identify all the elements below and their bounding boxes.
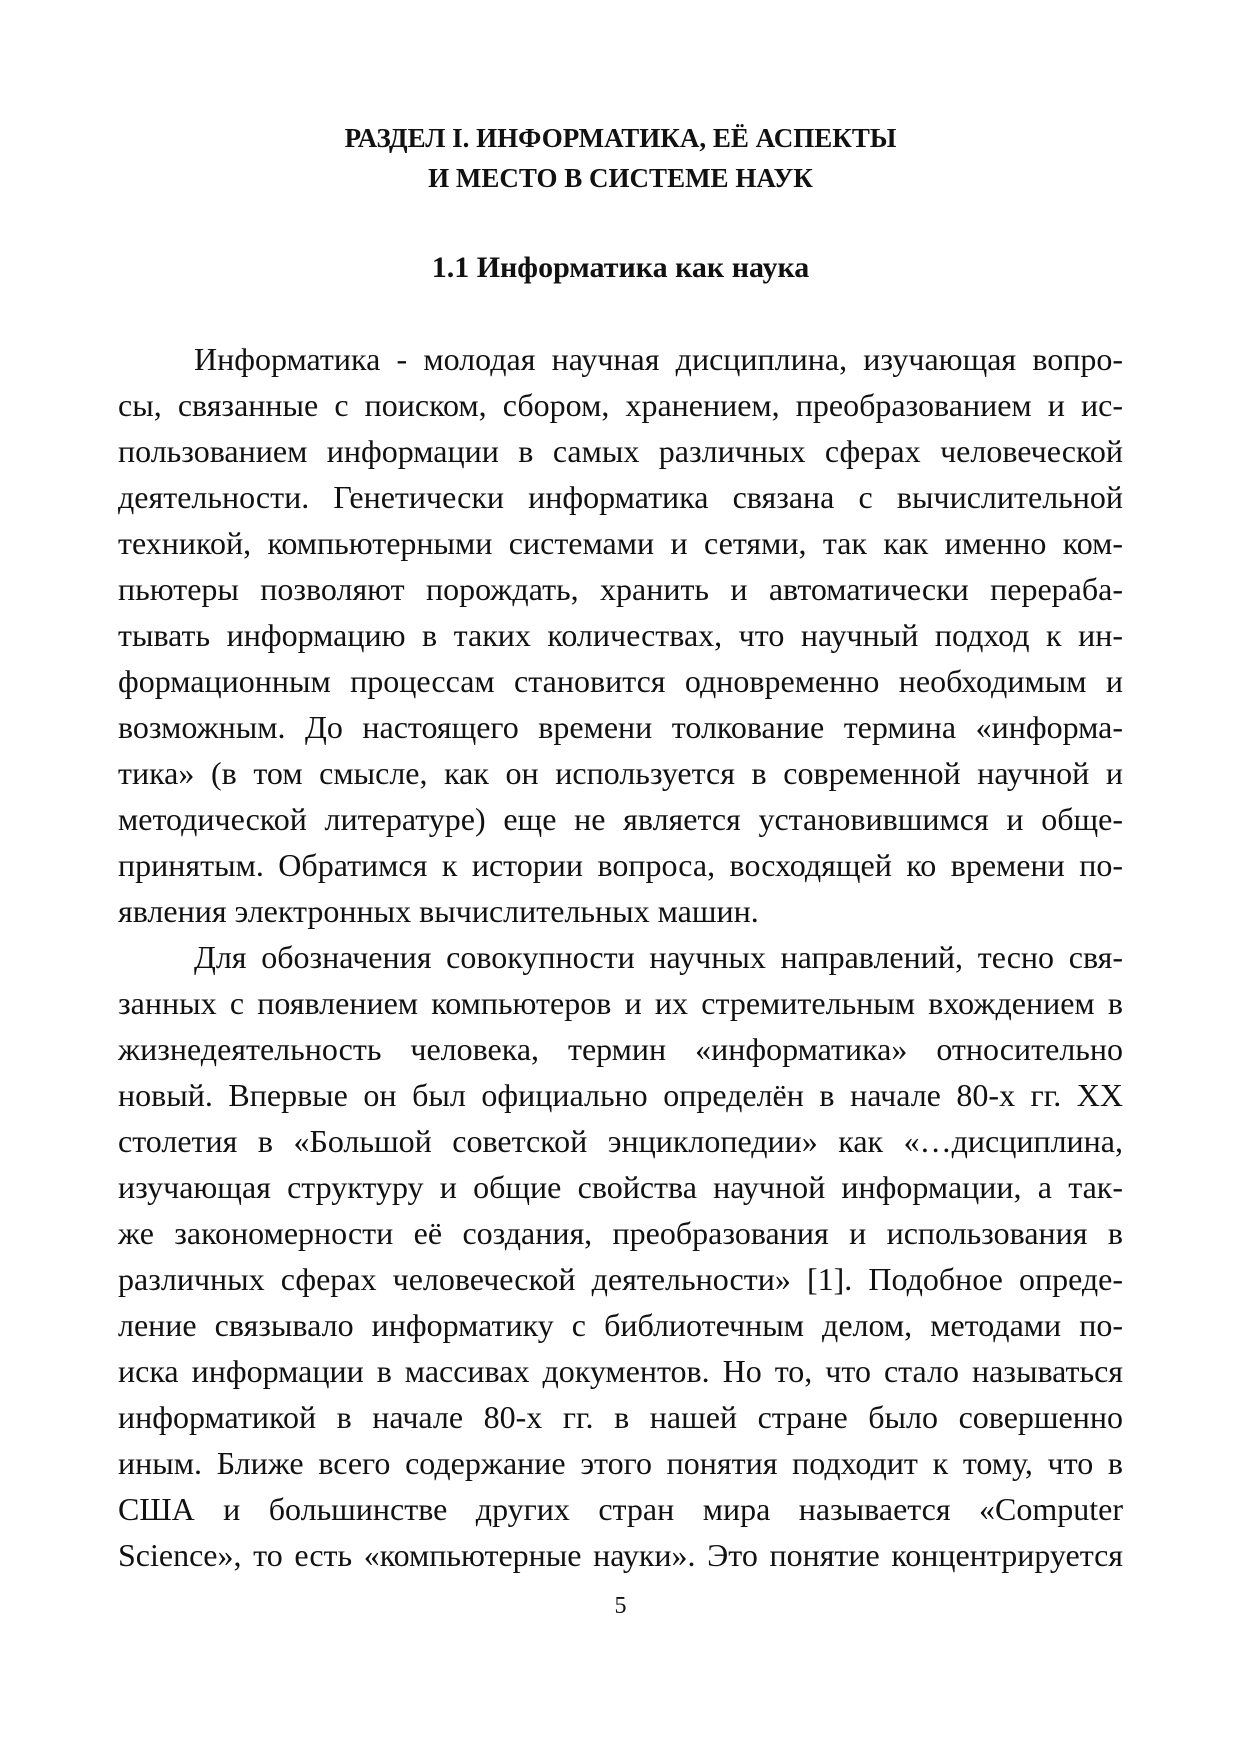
text-line: пьютеры позволяют порождать, хранить и автоматически перераба- [118,571,1123,607]
text-line: возможным. До настоящего времени толкование термина «информа- [118,709,1123,745]
text-line: Science», то есть «компьютерные науки». Это понятие концентрируется [118,1537,1123,1573]
text-line: занных с появлением компьютеров и их стремительным вхождением в [118,985,1123,1021]
text-line: тывать информацию в таких количествах, что научный подход к ин- [118,617,1123,653]
text-line: Информатика - молодая научная дисциплина, изучающая вопро- [194,341,1123,377]
text-line: техникой, компьютерными системами и сетями, так как именно ком- [118,525,1123,561]
text-line: деятельности. Генетически информатика связана с вычислительной [118,479,1123,515]
text-line: же закономерности её создания, преобразования и использования в [118,1215,1123,1251]
text-line: различных сферах человеческой деятельности» [1]. Подобное опреде- [118,1261,1123,1297]
text-line: ление связывало информатику с библиотечным делом, методами по- [118,1307,1123,1343]
text-line: методической литературе) еще не является установившимся и обще- [118,801,1123,837]
paragraph-2 [118,934,1123,1578]
text-line: США и большинстве других стран мира называется «Computer [118,1491,1123,1527]
part-title-line-2: И МЕСТО В СИСТЕМЕ НАУК [428,163,813,193]
text-line: принятым. Обратимся к истории вопроса, восходящей ко времени по- [118,847,1123,883]
part-title-line-1: РАЗДЕЛ I. ИНФОРМАТИКА, ЕЁ АСПЕКТЫ [344,123,897,153]
text-line: явления электронных вычислительных машин. [118,893,759,929]
text-line: новый. Впервые он был официально определён в начале 80-х гг. XX [118,1077,1123,1113]
text-line: изучающая структуру и общие свойства научной информации, а так- [118,1169,1123,1205]
text-line: столетия в «Большой советской энциклопедии» как «…дисциплина, [118,1123,1123,1159]
text-line: сы, связанные с поиском, сбором, хранением, преобразованием и ис- [118,387,1123,423]
part-title [0,118,1241,198]
text-line: жизнедеятельность человека, термин «информатика» относительно [118,1031,1123,1067]
paragraph-1 [118,336,1123,934]
body-text [118,336,1123,1578]
text-line: тика» (в том смысле, как он используется в современной научной и [118,755,1123,791]
text-line: иска информации в массивах документов. Но то, что стало называться [118,1353,1123,1389]
text-line: формационным процессам становится одновременно необходимым и [118,663,1123,699]
text-line: информатикой в начале 80-х гг. в нашей стране было совершенно [118,1399,1123,1435]
page-number: 5 [614,1593,627,1619]
text-line: пользованием информации в самых различных сферах человеческой [118,433,1123,469]
section-title: 1.1 Информатика как наука [431,251,810,284]
text-line: Для обозначения совокупности научных направлений, тесно свя- [194,939,1123,975]
text-line: иным. Ближе всего содержание этого понятия подходит к тому, что в [118,1445,1123,1481]
